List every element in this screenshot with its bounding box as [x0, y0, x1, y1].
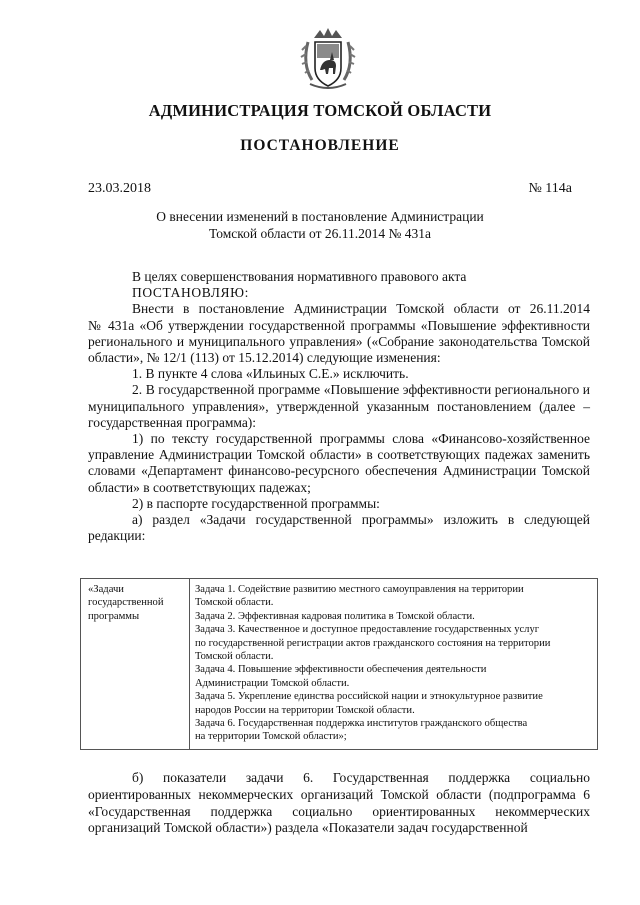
task-line: Задача 4. Повышение эффективности обеспечения деятельности — [195, 664, 487, 676]
document-kind: ПОСТАНОВЛЕНИЕ — [240, 137, 400, 154]
table-row — [81, 579, 598, 750]
paragraph-text: б) показатели задачи 6. Государственная поддержка социально ориентированных некоммерческих организаций Томской области (подпрограмма 6 «Государственная поддержка социально ориентированных некоммерческих организаций Томской области») раздела «Показатели задач государственной — [88, 770, 590, 836]
label-line: «Задачи — [88, 584, 124, 595]
task-line: на территории Томской области»; — [195, 731, 347, 743]
task-line: по государственной регистрации актов гражданского состояния на территории — [195, 637, 551, 649]
decree-word: ПОСТАНОВЛЯЮ: — [132, 285, 249, 301]
task-line: Задача 1. Содействие развитию местного самоуправления на территории — [195, 584, 524, 595]
paragraph-text: а) раздел «Задачи государственной программы» изложить в следующей редакции: — [88, 512, 590, 544]
paragraph-text: 1. В пункте 4 слова «Ильиных С.Е.» исключить. — [132, 366, 409, 382]
paragraph-text: № 431а «Об утверждении государственной программы «Повышение эффективности регионального и муниципального управления» («Собрание законодательства Томской области», № 12/1 (113) от 15.12.2014) следующие изменения: — [88, 317, 590, 366]
task-line: Задача 5. Укрепление единства российской нации и этнокультурное развитие — [195, 691, 543, 703]
subject-line: Томской области от 26.11.2014 № 431а — [209, 226, 431, 241]
paragraph-text: 2) в паспорте государственной программы: — [132, 495, 380, 511]
paragraph-text: 2. В государственной программе «Повышение эффективности регионального и муниципального управления», утвержденной указанным постановлением (далее – государственная программа): — [88, 382, 590, 430]
document-number: № 114а — [528, 181, 572, 196]
paragraph-text: 1) по тексту государственной программы слова «Финансово-хозяйственное управление Администрации Томской области» в соответствующих падежах заменить словами «Департамент финансово-ресурсного обеспечения Администрации Томской области» в соответствующих падежах; — [88, 431, 590, 495]
program-tasks-table — [80, 578, 598, 750]
document-body — [88, 269, 590, 544]
task-line: Администрации Томской области. — [195, 677, 350, 689]
document-date: 23.03.2018 — [88, 181, 151, 196]
document-subject — [150, 208, 490, 242]
label-line: государственной — [88, 597, 164, 609]
document-body-continued — [88, 770, 590, 837]
organization-title: АДМИНИСТРАЦИЯ ТОМСКОЙ ОБЛАСТИ — [148, 101, 492, 120]
label-line: программы — [88, 610, 140, 622]
paragraph-text: Внести в постановление Администрации Томской области от 26.11.2014 — [132, 301, 590, 317]
task-line: Томской области. — [195, 651, 274, 663]
task-line: народов России на территории Томской области. — [195, 704, 415, 716]
task-line: Томской области. — [195, 597, 274, 609]
table-label-cell — [81, 579, 190, 750]
subject-line: О внесении изменений в постановление Администрации — [156, 209, 484, 224]
preamble-text: В целях совершенствования нормативного правового акта — [132, 269, 467, 284]
task-line: Задача 2. Эффективная кадровая политика в Томской области. — [195, 610, 475, 622]
task-line: Задача 3. Качественное и доступное предоставление государственных услуг — [195, 624, 540, 636]
tomsk-coat-of-arms-emblem — [300, 24, 356, 94]
table-tasks-cell — [190, 579, 598, 750]
task-line: Задача 6. Государственная поддержка институтов гражданского общества — [195, 718, 528, 730]
